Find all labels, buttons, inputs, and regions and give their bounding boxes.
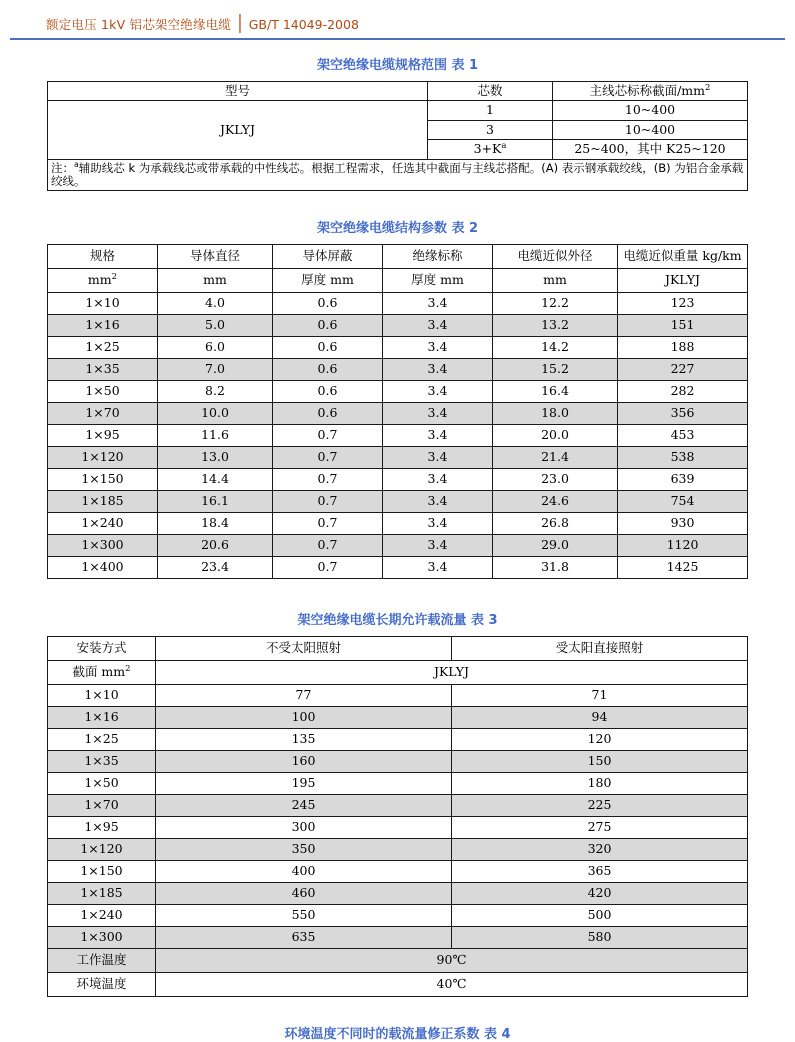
table4-caption: 环境温度不同时的载流量修正系数 表 4 [284, 1026, 511, 1042]
table-row [48, 948, 748, 972]
table-current-carrying-capacity [47, 636, 748, 997]
t2-cell-weight: 1425 [618, 556, 748, 578]
t3-cell-direct-sun: 500 [452, 904, 748, 926]
t1-cores-value: 3 [428, 120, 553, 139]
t2-cell-conductor-diameter: 23.4 [158, 556, 273, 578]
t3-cell-no-sun: 245 [156, 794, 452, 816]
t2-cell-outer-diameter: 29.0 [493, 534, 618, 556]
table-row [48, 728, 748, 750]
t3-cell-no-sun: 300 [156, 816, 452, 838]
table2-body [48, 292, 748, 578]
t2-cell-weight: 123 [618, 292, 748, 314]
t2-cell-insulation-thickness: 3.4 [383, 314, 493, 336]
t1-model-value: JKLYJ [48, 101, 428, 159]
table-row [48, 101, 748, 120]
t3-cell-section: 1×150 [48, 860, 156, 882]
t2-cell-weight: 1120 [618, 534, 748, 556]
page-header-standard: GB/T 14049-2008 [248, 17, 359, 32]
table-row [48, 904, 748, 926]
t2-header-spec: 规格 [48, 244, 158, 268]
table1-caption: 架空绝缘电缆规格范围 表 1 [316, 58, 479, 73]
t2-cell-outer-diameter: 16.4 [493, 380, 618, 402]
t3-cell-section: 1×70 [48, 794, 156, 816]
t3-cell-section: 1×185 [48, 882, 156, 904]
table-row [48, 794, 748, 816]
t3-footer-label: 工作温度 [48, 948, 156, 972]
table-structural-parameters [47, 244, 748, 579]
t2-cell-insulation-thickness: 3.4 [383, 336, 493, 358]
t2-cell-spec: 1×16 [48, 314, 158, 336]
t2-cell-insulation-thickness: 3.4 [383, 556, 493, 578]
t3-cell-direct-sun: 120 [452, 728, 748, 750]
t2-unit-conductor-shield: 厚度 mm [273, 268, 383, 292]
t3-cell-no-sun: 400 [156, 860, 452, 882]
t2-cell-outer-diameter: 15.2 [493, 358, 618, 380]
table-row [48, 706, 748, 728]
t2-cell-conductor-shield: 0.7 [273, 490, 383, 512]
t3-cell-no-sun: 100 [156, 706, 452, 728]
table-row [48, 926, 748, 948]
t2-cell-conductor-diameter: 5.0 [158, 314, 273, 336]
t2-cell-weight: 356 [618, 402, 748, 424]
table-row [48, 336, 748, 358]
t2-cell-conductor-shield: 0.6 [273, 358, 383, 380]
t2-header-weight: 电缆近似重量 kg/km [618, 244, 748, 268]
t2-unit-outer-diameter: mm [493, 268, 618, 292]
t2-cell-conductor-diameter: 4.0 [158, 292, 273, 314]
t2-cell-insulation-thickness: 3.4 [383, 380, 493, 402]
t2-cell-insulation-thickness: 3.4 [383, 490, 493, 512]
page-header [10, 0, 785, 40]
table-row [48, 534, 748, 556]
t3-subheader-model: JKLYJ [156, 660, 748, 684]
t2-unit-weight: JKLYJ [618, 268, 748, 292]
table-row [48, 159, 748, 190]
t1-header-cores: 芯数 [428, 82, 553, 101]
t2-cell-spec: 1×25 [48, 336, 158, 358]
table-row [48, 446, 748, 468]
table-row [48, 424, 748, 446]
t2-cell-insulation-thickness: 3.4 [383, 512, 493, 534]
t3-cell-section: 1×300 [48, 926, 156, 948]
t3-cell-no-sun: 460 [156, 882, 452, 904]
t3-cell-no-sun: 350 [156, 838, 452, 860]
t3-header-no-sun: 不受太阳照射 [156, 636, 452, 660]
t2-cell-spec: 1×50 [48, 380, 158, 402]
t3-cell-direct-sun: 71 [452, 684, 748, 706]
t2-cell-weight: 151 [618, 314, 748, 336]
t3-cell-section: 1×120 [48, 838, 156, 860]
t2-cell-spec: 1×300 [48, 534, 158, 556]
t2-cell-spec: 1×10 [48, 292, 158, 314]
t3-cell-section: 1×240 [48, 904, 156, 926]
t3-cell-no-sun: 635 [156, 926, 452, 948]
t2-cell-spec: 1×95 [48, 424, 158, 446]
table-row [48, 380, 748, 402]
table-row [48, 860, 748, 882]
table-row [48, 490, 748, 512]
table-row [48, 838, 748, 860]
t2-cell-conductor-diameter: 16.1 [158, 490, 273, 512]
t3-footer-value: 40℃ [156, 972, 748, 996]
t1-cores-value: $3+K^a$ [428, 140, 553, 159]
table-row [48, 292, 748, 314]
t2-cell-insulation-thickness: 3.4 [383, 358, 493, 380]
t2-cell-outer-diameter: 12.2 [493, 292, 618, 314]
t2-cell-conductor-shield: 0.7 [273, 556, 383, 578]
t3-cell-direct-sun: 275 [452, 816, 748, 838]
t2-cell-conductor-shield: 0.6 [273, 292, 383, 314]
t3-cell-direct-sun: 150 [452, 750, 748, 772]
t2-header-outer-diameter: 电缆近似外径 [493, 244, 618, 268]
table-row [48, 660, 748, 684]
t2-cell-weight: 227 [618, 358, 748, 380]
t2-cell-spec: 1×70 [48, 402, 158, 424]
t1-note: 注：$^a$辅助线芯 k 为承载线芯或带承载的中性线芯。根据工程需求，任选其中截面与主线芯搭配。(A) 表示钢承载绞线，(B) 为铝合金承载绞线。 [48, 159, 748, 190]
table-row [48, 816, 748, 838]
t2-cell-conductor-diameter: 20.6 [158, 534, 273, 556]
t2-cell-conductor-diameter: 7.0 [158, 358, 273, 380]
t2-cell-outer-diameter: 18.0 [493, 402, 618, 424]
t2-cell-spec: 1×185 [48, 490, 158, 512]
t1-section-value: 10~400 [553, 120, 748, 139]
t2-cell-weight: 282 [618, 380, 748, 402]
t3-cell-no-sun: 135 [156, 728, 452, 750]
t3-cell-no-sun: 77 [156, 684, 452, 706]
t3-cell-direct-sun: 420 [452, 882, 748, 904]
t2-cell-conductor-diameter: 18.4 [158, 512, 273, 534]
t2-cell-outer-diameter: 21.4 [493, 446, 618, 468]
t2-cell-conductor-shield: 0.6 [273, 402, 383, 424]
t3-cell-direct-sun: 320 [452, 838, 748, 860]
t2-cell-spec: 1×400 [48, 556, 158, 578]
table-row [48, 358, 748, 380]
t3-header-direct-sun: 受太阳直接照射 [452, 636, 748, 660]
t2-cell-insulation-thickness: 3.4 [383, 424, 493, 446]
t3-cell-direct-sun: 225 [452, 794, 748, 816]
t2-cell-conductor-diameter: 8.2 [158, 380, 273, 402]
t2-cell-outer-diameter: 31.8 [493, 556, 618, 578]
t3-cell-section: 1×95 [48, 816, 156, 838]
t3-footer-label: 环境温度 [48, 972, 156, 996]
t1-header-model: 型号 [48, 82, 428, 101]
t2-cell-spec: 1×240 [48, 512, 158, 534]
t2-cell-spec: 1×120 [48, 446, 158, 468]
table-row [48, 402, 748, 424]
t2-cell-conductor-shield: 0.6 [273, 380, 383, 402]
table2-caption: 架空绝缘电缆结构参数 表 2 [316, 220, 479, 236]
table-row [48, 772, 748, 794]
t2-cell-weight: 639 [618, 468, 748, 490]
table-row [48, 882, 748, 904]
table-row [48, 750, 748, 772]
table-row [48, 684, 748, 706]
t3-cell-section: 1×10 [48, 684, 156, 706]
t3-cell-direct-sun: 94 [452, 706, 748, 728]
table-row [48, 314, 748, 336]
t2-cell-conductor-shield: 0.7 [273, 468, 383, 490]
table-row [48, 636, 748, 660]
t2-cell-weight: 754 [618, 490, 748, 512]
table-specification-range [47, 81, 748, 191]
table-row [48, 972, 748, 996]
t3-cell-section: 1×16 [48, 706, 156, 728]
page-header-separator: │ [235, 14, 245, 33]
t2-cell-weight: 930 [618, 512, 748, 534]
t2-cell-conductor-shield: 0.7 [273, 424, 383, 446]
t2-header-conductor-diameter: 导体直径 [158, 244, 273, 268]
t2-header-conductor-shield: 导体屏蔽 [273, 244, 383, 268]
t1-header-section: 主线芯标称截面$/mm^2$ [553, 82, 748, 101]
t2-cell-weight: 188 [618, 336, 748, 358]
t2-cell-conductor-diameter: 13.0 [158, 446, 273, 468]
t2-cell-insulation-thickness: 3.4 [383, 468, 493, 490]
t2-cell-outer-diameter: 14.2 [493, 336, 618, 358]
table-row [48, 512, 748, 534]
t2-cell-outer-diameter: 24.6 [493, 490, 618, 512]
t3-cell-direct-sun: 580 [452, 926, 748, 948]
t3-cell-no-sun: 195 [156, 772, 452, 794]
t3-footer-value: 90℃ [156, 948, 748, 972]
t3-subheader-section: 截面 $mm^2$ [48, 660, 156, 684]
t2-cell-conductor-shield: 0.7 [273, 446, 383, 468]
t2-cell-conductor-shield: 0.7 [273, 512, 383, 534]
t1-cores-value: 1 [428, 101, 553, 120]
t2-cell-outer-diameter: 13.2 [493, 314, 618, 336]
t3-cell-no-sun: 550 [156, 904, 452, 926]
t2-cell-conductor-shield: 0.7 [273, 534, 383, 556]
table-row [48, 244, 748, 268]
t2-cell-spec: 1×150 [48, 468, 158, 490]
t2-unit-conductor-diameter: mm [158, 268, 273, 292]
t3-header-install-method: 安装方式 [48, 636, 156, 660]
t2-cell-weight: 538 [618, 446, 748, 468]
table-row [48, 468, 748, 490]
t2-cell-conductor-diameter: 10.0 [158, 402, 273, 424]
t2-cell-conductor-shield: 0.6 [273, 314, 383, 336]
t1-section-value: 10~400 [553, 101, 748, 120]
t3-cell-section: 1×25 [48, 728, 156, 750]
table-row [48, 556, 748, 578]
t2-unit-spec: $mm^2$ [48, 268, 158, 292]
t2-cell-conductor-diameter: 11.6 [158, 424, 273, 446]
t3-cell-direct-sun: 180 [452, 772, 748, 794]
t2-cell-conductor-diameter: 14.4 [158, 468, 273, 490]
t2-cell-insulation-thickness: 3.4 [383, 534, 493, 556]
table-row [48, 82, 748, 101]
t1-section-value: 25~400，其中 K25~120 [553, 140, 748, 159]
t2-cell-conductor-diameter: 6.0 [158, 336, 273, 358]
t2-cell-spec: 1×35 [48, 358, 158, 380]
t3-cell-section: 1×50 [48, 772, 156, 794]
t2-cell-outer-diameter: 23.0 [493, 468, 618, 490]
t2-cell-outer-diameter: 20.0 [493, 424, 618, 446]
t3-cell-section: 1×35 [48, 750, 156, 772]
table3-caption: 架空绝缘电缆长期允许载流量 表 3 [297, 612, 498, 628]
t2-cell-outer-diameter: 26.8 [493, 512, 618, 534]
table3-body [48, 684, 748, 996]
t3-cell-direct-sun: 365 [452, 860, 748, 882]
t3-cell-no-sun: 160 [156, 750, 452, 772]
page-header-title: 额定电压 1kV 铝芯架空绝缘电缆 [46, 17, 232, 32]
table-row [48, 268, 748, 292]
t2-unit-insulation-nominal: 厚度 mm [383, 268, 493, 292]
t2-header-insulation-nominal: 绝缘标称 [383, 244, 493, 268]
t2-cell-weight: 453 [618, 424, 748, 446]
t2-cell-conductor-shield: 0.6 [273, 336, 383, 358]
t2-cell-insulation-thickness: 3.4 [383, 446, 493, 468]
t2-cell-insulation-thickness: 3.4 [383, 292, 493, 314]
t2-cell-insulation-thickness: 3.4 [383, 402, 493, 424]
